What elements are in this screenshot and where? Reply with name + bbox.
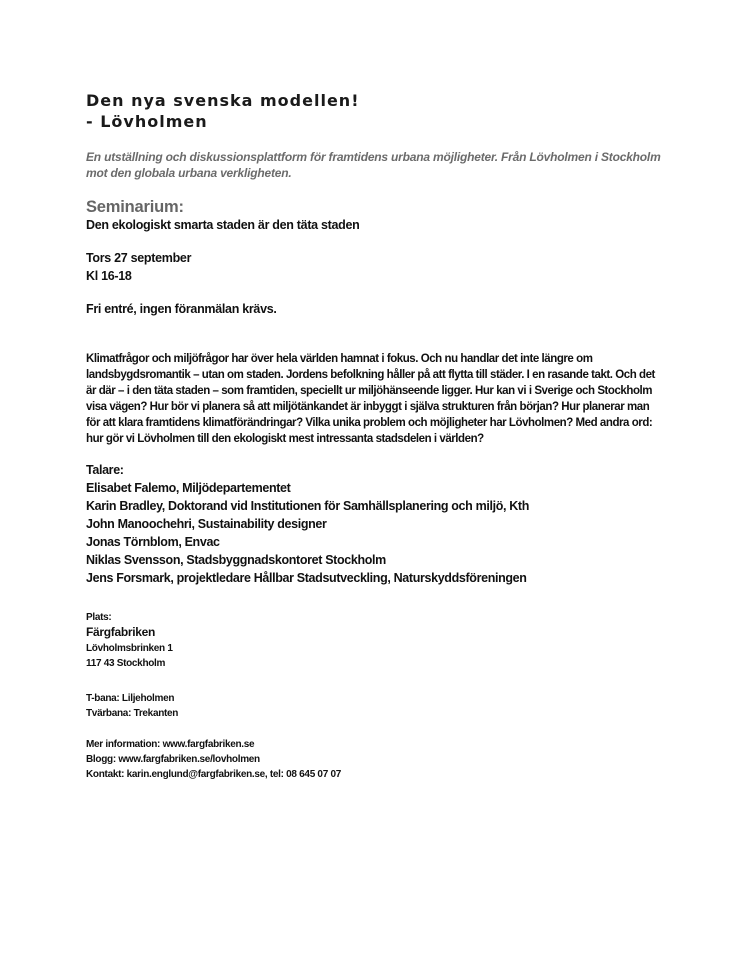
venue-name: Färgfabriken [86, 625, 156, 639]
seminar-heading: Seminarium: [86, 198, 184, 216]
transit-section [86, 691, 666, 721]
transit-tvarbana: Tvärbana: Trekanten [86, 708, 179, 719]
title-line-2: - Lövholmen [86, 112, 208, 131]
contact-section [86, 737, 666, 782]
speaker-item: John Manoochehri, Sustainability designer [86, 517, 327, 531]
transit-tbana: T-bana: Liljeholmen [86, 693, 175, 704]
speakers-section [86, 461, 666, 587]
speaker-item: Elisabet Falemo, Miljödepartementet [86, 481, 291, 495]
event-time: Kl 16-18 [86, 269, 132, 283]
contact-details: Kontakt: karin.englund@fargfabriken.se, tel: 08 645 07 07 [86, 769, 341, 780]
speaker-item: Niklas Svensson, Stadsbyggnadskontoret Stockholm [86, 553, 386, 567]
speaker-item: Karin Bradley, Doktorand vid Institutionen för Samhällsplanering och miljö, Kth [86, 499, 530, 513]
venue-city: 117 43 Stockholm [86, 658, 166, 669]
entry-info: Fri entré, ingen föranmälan krävs. [86, 302, 277, 316]
seminar-subtitle: Den ekologiskt smarta staden är den täta staden [86, 218, 360, 232]
title-line-1: Den nya svenska modellen! [86, 91, 360, 110]
venue-section [86, 611, 666, 671]
document-body [86, 90, 666, 782]
speaker-item: Jonas Törnblom, Envac [86, 535, 220, 549]
venue-street: Lövholmsbrinken 1 [86, 643, 173, 654]
speakers-label: Talare: [86, 463, 124, 477]
speaker-item: Jens Forsmark, projektledare Hållbar Stadsutveckling, Naturskyddsföreningen [86, 571, 527, 585]
more-info-link: Mer information: www.fargfabriken.se [86, 739, 255, 750]
body-paragraph: Klimatfrågor och miljöfrågor har över hela världen hamnat i fokus. Och nu handlar det inte längre om landsbygdsromantik – utan om staden. Jordens befolkning håller på att flytta till städer. I en rasande takt. Och det är där – i den täta staden – som framtiden, speciellt ur miljöhänseende ligger. Hur kan vi i Sverige och Stockholm visa vägen? Hur bör vi planera så att miljötänkandet är inbyggt i själva strukturen från början? Hur planerar man för att klara framtidens klimatförändringar? Vilka unika problem och möjligheter har Lövholmen? Med andra ord: hur gör vi Lövholmen till den ekologiskt mest intressanta stadsdelen i världen? [86, 353, 655, 445]
document-title [86, 90, 666, 132]
event-datetime [86, 249, 666, 285]
intro-text: En utställning och diskussionsplattform för framtidens urbana möjligheter. Från Lövholmen i Stockholm mot den globala urbana verkligheten. [86, 150, 661, 180]
blog-link: Blogg: www.fargfabriken.se/lovholmen [86, 754, 260, 765]
event-date: Tors 27 september [86, 251, 192, 265]
venue-label: Plats: [86, 612, 112, 623]
